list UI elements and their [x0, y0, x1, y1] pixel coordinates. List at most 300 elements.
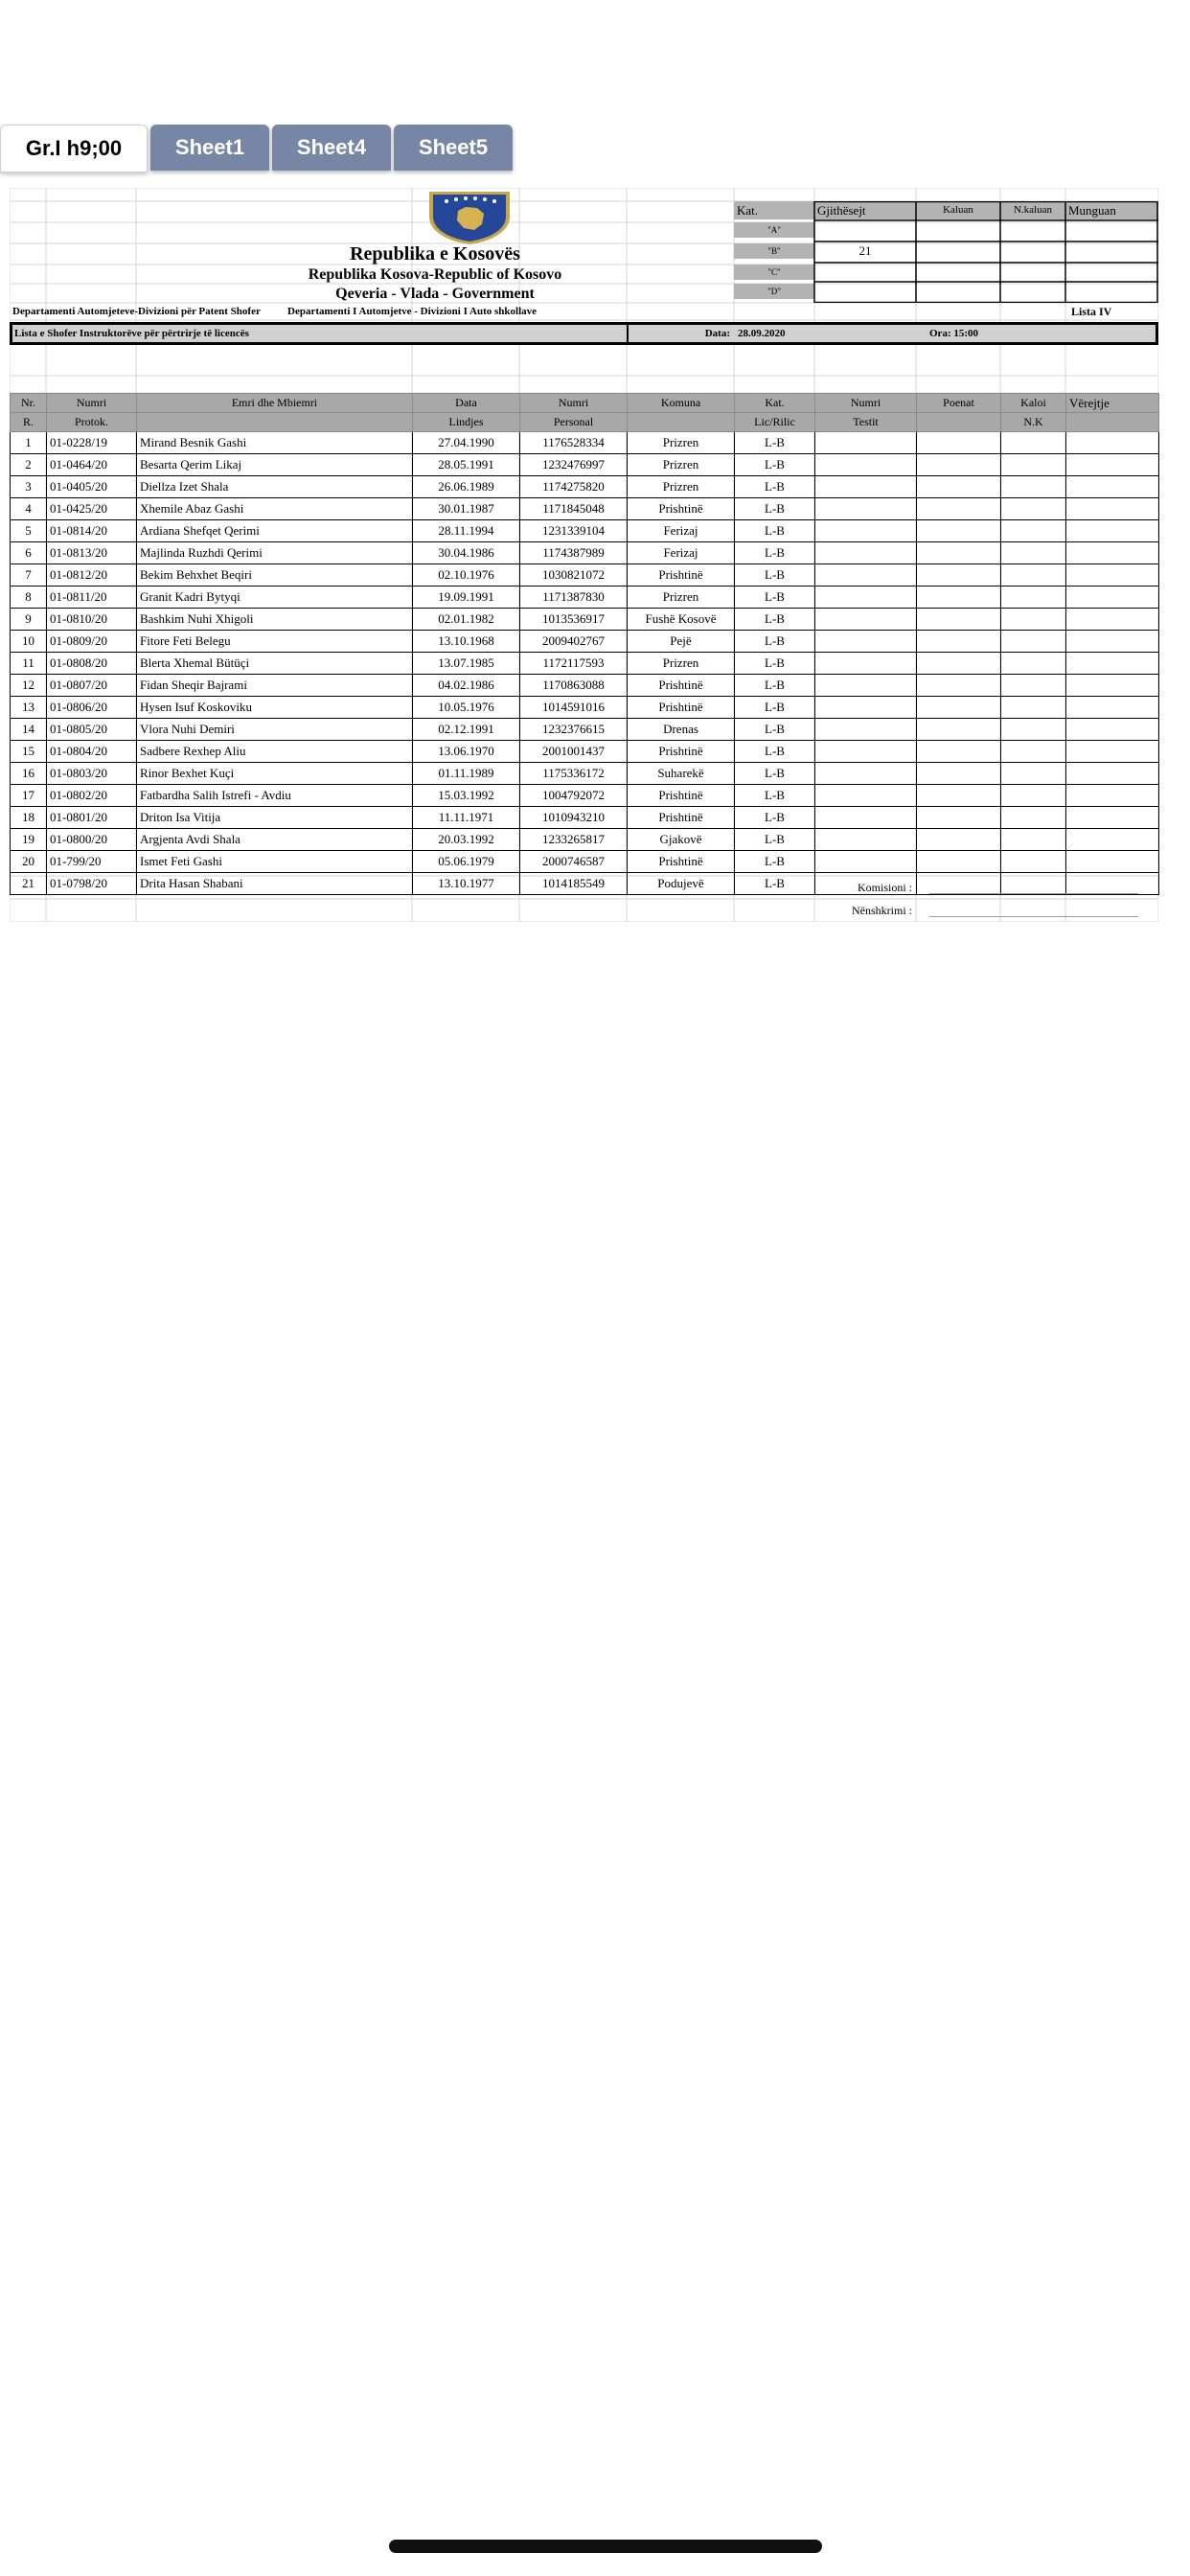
license-category-cell[interactable]: L-B	[735, 542, 815, 564]
remarks-cell[interactable]	[1066, 631, 1159, 653]
personal-number-cell[interactable]: 1014591016	[520, 697, 628, 719]
remarks-cell[interactable]	[1066, 498, 1159, 520]
passed-status-cell[interactable]	[1001, 873, 1066, 895]
tab-sheet1[interactable]: Sheet1	[150, 125, 269, 171]
birth-date-cell[interactable]: 01.11.1989	[413, 763, 520, 785]
municipality-cell[interactable]: Suharekë	[628, 763, 735, 785]
license-category-cell[interactable]: L-B	[735, 454, 815, 476]
license-category-cell[interactable]: L-B	[735, 785, 815, 807]
passed-status-cell[interactable]	[1001, 697, 1066, 719]
passed-status-cell[interactable]	[1001, 498, 1066, 520]
table-row[interactable]	[11, 542, 1159, 564]
full-name-cell[interactable]: Bekim Behxhet Beqiri	[137, 564, 413, 586]
col-points-header: Poenat	[917, 394, 1001, 413]
municipality-cell[interactable]: Prishtinë	[628, 498, 735, 520]
tab-sheet5[interactable]: Sheet5	[394, 125, 513, 171]
signature-line[interactable]	[929, 916, 1138, 917]
remarks-cell[interactable]	[1066, 476, 1159, 498]
summary-borders	[734, 201, 1158, 303]
col-protocol-subheader: Protok.	[47, 413, 137, 432]
protocol-number-cell[interactable]: 01-0405/20	[47, 476, 137, 498]
municipality-cell[interactable]: Prishtinë	[628, 807, 735, 829]
protocol-number-cell[interactable]: 01-0810/20	[47, 609, 137, 631]
test-number-cell[interactable]	[815, 763, 917, 785]
row-number-cell[interactable]: 9	[11, 609, 47, 631]
personal-number-cell[interactable]: 1232376615	[520, 719, 628, 741]
full-name-cell[interactable]: Majlinda Ruzhdi Qerimi	[137, 542, 413, 564]
personal-number-cell[interactable]: 1231339104	[520, 520, 628, 542]
municipality-cell[interactable]: Prizren	[628, 476, 735, 498]
full-name-cell[interactable]: Ardiana Shefqet Qerimi	[137, 520, 413, 542]
personal-number-cell[interactable]: 1004792072	[520, 785, 628, 807]
table-row[interactable]	[11, 829, 1159, 851]
birth-date-cell[interactable]: 04.02.1986	[413, 675, 520, 697]
col-birthdate-header: Data	[413, 394, 520, 413]
table-row[interactable]	[11, 520, 1159, 542]
tab-gr-i-h9[interactable]: Gr.I h9;00	[0, 125, 148, 172]
kosovo-emblem-icon	[423, 188, 515, 245]
municipality-cell[interactable]: Podujevë	[628, 873, 735, 895]
protocol-number-cell[interactable]: 01-0808/20	[47, 653, 137, 675]
table-row[interactable]	[11, 631, 1159, 653]
birth-date-cell[interactable]: 13.07.1985	[413, 653, 520, 675]
points-cell[interactable]	[917, 785, 1001, 807]
full-name-cell[interactable]: Ismet Feti Gashi	[137, 851, 413, 873]
col-result-header: Kaloi	[1001, 394, 1066, 413]
col-result-subheader: N.K	[1001, 413, 1066, 432]
points-cell[interactable]	[917, 829, 1001, 851]
summary-total-b: 21	[858, 243, 872, 258]
birth-date-cell[interactable]: 26.06.1989	[413, 476, 520, 498]
sheet-tabs	[0, 125, 515, 172]
test-number-cell[interactable]	[815, 476, 917, 498]
protocol-number-cell[interactable]: 01-0806/20	[47, 697, 137, 719]
personal-number-cell[interactable]: 1174387989	[520, 542, 628, 564]
personal-number-cell[interactable]: 1014185549	[520, 873, 628, 895]
col-remarks-subheader	[1066, 413, 1159, 432]
test-number-cell[interactable]	[815, 653, 917, 675]
birth-date-cell[interactable]: 02.01.1982	[413, 609, 520, 631]
spreadsheet[interactable]	[10, 188, 1158, 922]
col-nr-header: Nr.	[11, 394, 47, 413]
table-row[interactable]	[11, 586, 1159, 609]
passed-status-cell[interactable]	[1001, 476, 1066, 498]
municipality-cell[interactable]: Ferizaj	[628, 520, 735, 542]
passed-status-cell[interactable]	[1001, 675, 1066, 697]
municipality-cell[interactable]: Prishtinë	[628, 785, 735, 807]
test-number-cell[interactable]	[815, 609, 917, 631]
personal-number-cell[interactable]: 1232476997	[520, 454, 628, 476]
remarks-cell[interactable]	[1066, 586, 1159, 609]
col-test-header: Numri	[815, 394, 917, 413]
remarks-cell[interactable]	[1066, 763, 1159, 785]
row-number-cell[interactable]: 3	[11, 476, 47, 498]
points-cell[interactable]	[917, 675, 1001, 697]
license-category-cell[interactable]: L-B	[735, 476, 815, 498]
table-row[interactable]	[11, 741, 1159, 763]
table-row[interactable]	[11, 476, 1159, 498]
table-row[interactable]	[11, 454, 1159, 476]
personal-number-cell[interactable]: 1171387830	[520, 586, 628, 609]
municipality-cell[interactable]: Gjakovë	[628, 829, 735, 851]
protocol-number-cell[interactable]: 01-0800/20	[47, 829, 137, 851]
points-cell[interactable]	[917, 631, 1001, 653]
full-name-cell[interactable]: Vlora Nuhi Demiri	[137, 719, 413, 741]
row-number-cell[interactable]: 17	[11, 785, 47, 807]
personal-number-cell[interactable]: 2009402767	[520, 631, 628, 653]
protocol-number-cell[interactable]: 01-0425/20	[47, 498, 137, 520]
list-title: Lista e Shofer Instruktorëve për përtrirje të licencës	[14, 328, 249, 339]
protocol-number-cell[interactable]: 01-0813/20	[47, 542, 137, 564]
remarks-cell[interactable]	[1066, 719, 1159, 741]
department-left: Departamenti Automjeteve-Divizioni për Patent Shofer	[12, 306, 261, 317]
points-cell[interactable]	[917, 719, 1001, 741]
full-name-cell[interactable]: Fidan Sheqir Bajrami	[137, 675, 413, 697]
license-category-cell[interactable]: L-B	[735, 719, 815, 741]
row-number-cell[interactable]: 20	[11, 851, 47, 873]
table-row[interactable]	[11, 498, 1159, 520]
remarks-cell[interactable]	[1066, 609, 1159, 631]
birth-date-cell[interactable]: 02.12.1991	[413, 719, 520, 741]
points-cell[interactable]	[917, 454, 1001, 476]
full-name-cell[interactable]: Diellza Izet Shala	[137, 476, 413, 498]
remarks-cell[interactable]	[1066, 454, 1159, 476]
license-category-cell[interactable]: L-B	[735, 564, 815, 586]
row-number-cell[interactable]: 10	[11, 631, 47, 653]
col-points-subheader	[917, 413, 1001, 432]
remarks-cell[interactable]	[1066, 851, 1159, 873]
row-number-cell[interactable]: 8	[11, 586, 47, 609]
commission-label: Komisioni :	[857, 881, 912, 894]
exam-time: Ora: 15:00	[929, 328, 979, 339]
municipality-cell[interactable]: Prizren	[628, 454, 735, 476]
birth-date-cell[interactable]: 27.04.1990	[413, 432, 520, 454]
remarks-cell[interactable]	[1066, 873, 1159, 895]
remarks-cell[interactable]	[1066, 675, 1159, 697]
protocol-number-cell[interactable]: 01-0814/20	[47, 520, 137, 542]
full-name-cell[interactable]: Fatbardha Salih Istrefi - Avdiu	[137, 785, 413, 807]
row-number-cell[interactable]: 21	[11, 873, 47, 895]
personal-number-cell[interactable]: 2000746587	[520, 851, 628, 873]
full-name-cell[interactable]: Bashkim Nuhi Xhigoli	[137, 609, 413, 631]
passed-status-cell[interactable]	[1001, 631, 1066, 653]
municipality-cell[interactable]: Prizren	[628, 586, 735, 609]
birth-date-cell[interactable]: 30.04.1986	[413, 542, 520, 564]
col-remarks-header: Vërejtje	[1066, 394, 1159, 413]
col-protocol-header: Numri	[47, 394, 137, 413]
passed-status-cell[interactable]	[1001, 520, 1066, 542]
test-number-cell[interactable]	[815, 785, 917, 807]
remarks-cell[interactable]	[1066, 697, 1159, 719]
municipality-cell[interactable]: Ferizaj	[628, 542, 735, 564]
points-cell[interactable]	[917, 697, 1001, 719]
remarks-cell[interactable]	[1066, 653, 1159, 675]
test-number-cell[interactable]	[815, 675, 917, 697]
passed-status-cell[interactable]	[1001, 564, 1066, 586]
test-number-cell[interactable]	[815, 807, 917, 829]
personal-number-cell[interactable]: 1172117593	[520, 653, 628, 675]
personal-number-cell[interactable]: 1171845048	[520, 498, 628, 520]
birth-date-cell[interactable]: 28.11.1994	[413, 520, 520, 542]
points-cell[interactable]	[917, 432, 1001, 454]
personal-number-cell[interactable]: 1174275820	[520, 476, 628, 498]
birth-date-cell[interactable]: 05.06.1979	[413, 851, 520, 873]
test-number-cell[interactable]	[815, 454, 917, 476]
table-row[interactable]	[11, 807, 1159, 829]
birth-date-cell[interactable]: 20.03.1992	[413, 829, 520, 851]
points-cell[interactable]	[917, 542, 1001, 564]
birth-date-cell[interactable]: 13.06.1970	[413, 741, 520, 763]
passed-status-cell[interactable]	[1001, 586, 1066, 609]
municipality-cell[interactable]: Prishtinë	[628, 564, 735, 586]
summary-kat-a: "A"	[734, 222, 814, 238]
full-name-cell[interactable]: Driton Isa Vitija	[137, 807, 413, 829]
table-row[interactable]	[11, 564, 1159, 586]
summary-kat-b: "B"	[734, 243, 814, 259]
protocol-number-cell[interactable]: 01-0812/20	[47, 564, 137, 586]
points-cell[interactable]	[917, 476, 1001, 498]
license-category-cell[interactable]: L-B	[735, 763, 815, 785]
summary-passed-header: Kaluan	[916, 201, 1000, 219]
municipality-cell[interactable]: Fushë Kosovë	[628, 609, 735, 631]
test-number-cell[interactable]	[815, 542, 917, 564]
col-name-subheader	[137, 413, 413, 432]
remarks-cell[interactable]	[1066, 785, 1159, 807]
protocol-number-cell[interactable]: 01-0464/20	[47, 454, 137, 476]
points-cell[interactable]	[917, 763, 1001, 785]
table-row[interactable]	[11, 851, 1159, 873]
row-number-cell[interactable]: 18	[11, 807, 47, 829]
municipality-cell[interactable]: Prizren	[628, 432, 735, 454]
table-header-row-1	[11, 394, 1159, 413]
full-name-cell[interactable]: Hysen Isuf Koskoviku	[137, 697, 413, 719]
municipality-cell[interactable]: Prishtinë	[628, 675, 735, 697]
passed-status-cell[interactable]	[1001, 542, 1066, 564]
summary-kat-c: "C"	[734, 264, 814, 280]
government-title: Qeveria - Vlada - Government	[335, 286, 535, 302]
test-number-cell[interactable]	[815, 697, 917, 719]
table-row[interactable]	[11, 653, 1159, 675]
points-cell[interactable]	[917, 498, 1001, 520]
protocol-number-cell[interactable]: 01-799/20	[47, 851, 137, 873]
license-category-cell[interactable]: L-B	[735, 807, 815, 829]
table-row[interactable]	[11, 873, 1159, 895]
points-cell[interactable]	[917, 564, 1001, 586]
passed-status-cell[interactable]	[1001, 454, 1066, 476]
license-category-cell[interactable]: L-B	[735, 432, 815, 454]
protocol-number-cell[interactable]: 01-0801/20	[47, 807, 137, 829]
birth-date-cell[interactable]: 15.03.1992	[413, 785, 520, 807]
passed-status-cell[interactable]	[1001, 763, 1066, 785]
row-number-cell[interactable]: 11	[11, 653, 47, 675]
table-row[interactable]	[11, 432, 1159, 454]
test-number-cell[interactable]	[815, 520, 917, 542]
personal-number-cell[interactable]: 1233265817	[520, 829, 628, 851]
col-birthdate-subheader: Lindjes	[413, 413, 520, 432]
list-number: Lista IV	[1071, 305, 1112, 318]
license-category-cell[interactable]: L-B	[735, 873, 815, 895]
row-number-cell[interactable]: 2	[11, 454, 47, 476]
license-category-cell[interactable]: L-B	[735, 520, 815, 542]
test-number-cell[interactable]	[815, 829, 917, 851]
birth-date-cell[interactable]: 11.11.1971	[413, 807, 520, 829]
points-cell[interactable]	[917, 520, 1001, 542]
tab-sheet4[interactable]: Sheet4	[272, 125, 391, 171]
passed-status-cell[interactable]	[1001, 653, 1066, 675]
table-row[interactable]	[11, 609, 1159, 631]
passed-status-cell[interactable]	[1001, 829, 1066, 851]
table-row[interactable]	[11, 785, 1159, 807]
protocol-number-cell[interactable]: 01-0804/20	[47, 741, 137, 763]
license-category-cell[interactable]: L-B	[735, 851, 815, 873]
personal-number-cell[interactable]: 1030821072	[520, 564, 628, 586]
points-cell[interactable]	[917, 741, 1001, 763]
row-number-cell[interactable]: 14	[11, 719, 47, 741]
remarks-cell[interactable]	[1066, 807, 1159, 829]
protocol-number-cell[interactable]: 01-0798/20	[47, 873, 137, 895]
test-number-cell[interactable]	[815, 564, 917, 586]
remarks-cell[interactable]	[1066, 432, 1159, 454]
passed-status-cell[interactable]	[1001, 807, 1066, 829]
license-category-cell[interactable]: L-B	[735, 829, 815, 851]
row-number-cell[interactable]: 5	[11, 520, 47, 542]
full-name-cell[interactable]: Argjenta Avdi Shala	[137, 829, 413, 851]
passed-status-cell[interactable]	[1001, 785, 1066, 807]
test-number-cell[interactable]	[815, 586, 917, 609]
candidates-table	[10, 393, 1159, 895]
test-number-cell[interactable]	[815, 741, 917, 763]
birth-date-cell[interactable]: 30.01.1987	[413, 498, 520, 520]
passed-status-cell[interactable]	[1001, 741, 1066, 763]
full-name-cell[interactable]: Rinor Bexhet Kuçi	[137, 763, 413, 785]
test-number-cell[interactable]	[815, 851, 917, 873]
license-category-cell[interactable]: L-B	[735, 631, 815, 653]
protocol-number-cell[interactable]: 01-0228/19	[47, 432, 137, 454]
municipality-cell[interactable]: Prishtinë	[628, 741, 735, 763]
home-indicator[interactable]	[389, 2540, 822, 2553]
col-category-header: Kat.	[735, 394, 815, 413]
table-row[interactable]	[11, 675, 1159, 697]
full-name-cell[interactable]: Blerta Xhemal Bütüçi	[137, 653, 413, 675]
row-number-cell[interactable]: 6	[11, 542, 47, 564]
points-cell[interactable]	[917, 609, 1001, 631]
protocol-number-cell[interactable]: 01-0805/20	[47, 719, 137, 741]
birth-date-cell[interactable]: 13.10.1977	[413, 873, 520, 895]
protocol-number-cell[interactable]: 01-0803/20	[47, 763, 137, 785]
protocol-number-cell[interactable]: 01-0809/20	[47, 631, 137, 653]
test-number-cell[interactable]	[815, 631, 917, 653]
personal-number-cell[interactable]: 1175336172	[520, 763, 628, 785]
passed-status-cell[interactable]	[1001, 851, 1066, 873]
points-cell[interactable]	[917, 807, 1001, 829]
birth-date-cell[interactable]: 10.05.1976	[413, 697, 520, 719]
municipality-cell[interactable]: Drenas	[628, 719, 735, 741]
row-number-cell[interactable]: 15	[11, 741, 47, 763]
points-cell[interactable]	[917, 873, 1001, 895]
table-row[interactable]	[11, 719, 1159, 741]
col-category-subheader: Lic/Rilic	[735, 413, 815, 432]
license-category-cell[interactable]: L-B	[735, 697, 815, 719]
full-name-cell[interactable]: Xhemile Abaz Gashi	[137, 498, 413, 520]
col-test-subheader: Testit	[815, 413, 917, 432]
points-cell[interactable]	[917, 653, 1001, 675]
summary-total-header: Gjithësejt	[814, 201, 916, 219]
municipality-cell[interactable]: Prishtinë	[628, 697, 735, 719]
passed-status-cell[interactable]	[1001, 609, 1066, 631]
municipality-cell[interactable]: Prishtinë	[628, 851, 735, 873]
country-title: Republika e Kosovës	[350, 243, 520, 264]
row-number-cell[interactable]: 7	[11, 564, 47, 586]
row-number-cell[interactable]: 4	[11, 498, 47, 520]
table-row[interactable]	[11, 697, 1159, 719]
municipality-cell[interactable]: Prizren	[628, 653, 735, 675]
test-number-cell[interactable]	[815, 498, 917, 520]
full-name-cell[interactable]: Granit Kadri Bytyqi	[137, 586, 413, 609]
row-number-cell[interactable]: 16	[11, 763, 47, 785]
birth-date-cell[interactable]: 19.09.1991	[413, 586, 520, 609]
points-cell[interactable]	[917, 851, 1001, 873]
personal-number-cell[interactable]: 1010943210	[520, 807, 628, 829]
test-number-cell[interactable]	[815, 719, 917, 741]
license-category-cell[interactable]: L-B	[735, 498, 815, 520]
birth-date-cell[interactable]: 13.10.1968	[413, 631, 520, 653]
full-name-cell[interactable]: Drita Hasan Shabani	[137, 873, 413, 895]
license-category-cell[interactable]: L-B	[735, 675, 815, 697]
republic-title: Republika Kosova-Republic of Kosovo	[308, 266, 562, 283]
remarks-cell[interactable]	[1066, 564, 1159, 586]
points-cell[interactable]	[917, 586, 1001, 609]
license-category-cell[interactable]: L-B	[735, 609, 815, 631]
remarks-cell[interactable]	[1066, 542, 1159, 564]
row-number-cell[interactable]: 1	[11, 432, 47, 454]
full-name-cell[interactable]: Besarta Qerim Likaj	[137, 454, 413, 476]
test-number-cell[interactable]	[815, 432, 917, 454]
summary-absent-header: Munguan	[1065, 201, 1158, 219]
full-name-cell[interactable]: Mirand Besnik Gashi	[137, 432, 413, 454]
protocol-number-cell[interactable]: 01-0811/20	[47, 586, 137, 609]
license-category-cell[interactable]: L-B	[735, 586, 815, 609]
commission-signature-line[interactable]	[929, 893, 1138, 894]
personal-number-cell[interactable]: 1013536917	[520, 609, 628, 631]
col-municipality-subheader	[628, 413, 735, 432]
col-personal-subheader: Personal	[520, 413, 628, 432]
summary-failed-header: N.kaluan	[1000, 201, 1065, 219]
passed-status-cell[interactable]	[1001, 719, 1066, 741]
remarks-cell[interactable]	[1066, 520, 1159, 542]
remarks-cell[interactable]	[1066, 741, 1159, 763]
full-name-cell[interactable]: Fitore Feti Belegu	[137, 631, 413, 653]
personal-number-cell[interactable]: 1176528334	[520, 432, 628, 454]
full-name-cell[interactable]: Sadbere Rexhep Aliu	[137, 741, 413, 763]
protocol-number-cell[interactable]: 01-0807/20	[47, 675, 137, 697]
birth-date-cell[interactable]: 28.05.1991	[413, 454, 520, 476]
signature-label: Nënshkrimi :	[852, 904, 912, 917]
passed-status-cell[interactable]	[1001, 432, 1066, 454]
row-number-cell[interactable]: 19	[11, 829, 47, 851]
birth-date-cell[interactable]: 02.10.1976	[413, 564, 520, 586]
table-row[interactable]	[11, 763, 1159, 785]
date-value: 28.09.2020	[738, 328, 786, 339]
personal-number-cell[interactable]: 1170863088	[520, 675, 628, 697]
remarks-cell[interactable]	[1066, 829, 1159, 851]
municipality-cell[interactable]: Pejë	[628, 631, 735, 653]
row-number-cell[interactable]: 13	[11, 697, 47, 719]
license-category-cell[interactable]: L-B	[735, 741, 815, 763]
row-number-cell[interactable]: 12	[11, 675, 47, 697]
personal-number-cell[interactable]: 2001001437	[520, 741, 628, 763]
license-category-cell[interactable]: L-B	[735, 653, 815, 675]
protocol-number-cell[interactable]: 01-0802/20	[47, 785, 137, 807]
